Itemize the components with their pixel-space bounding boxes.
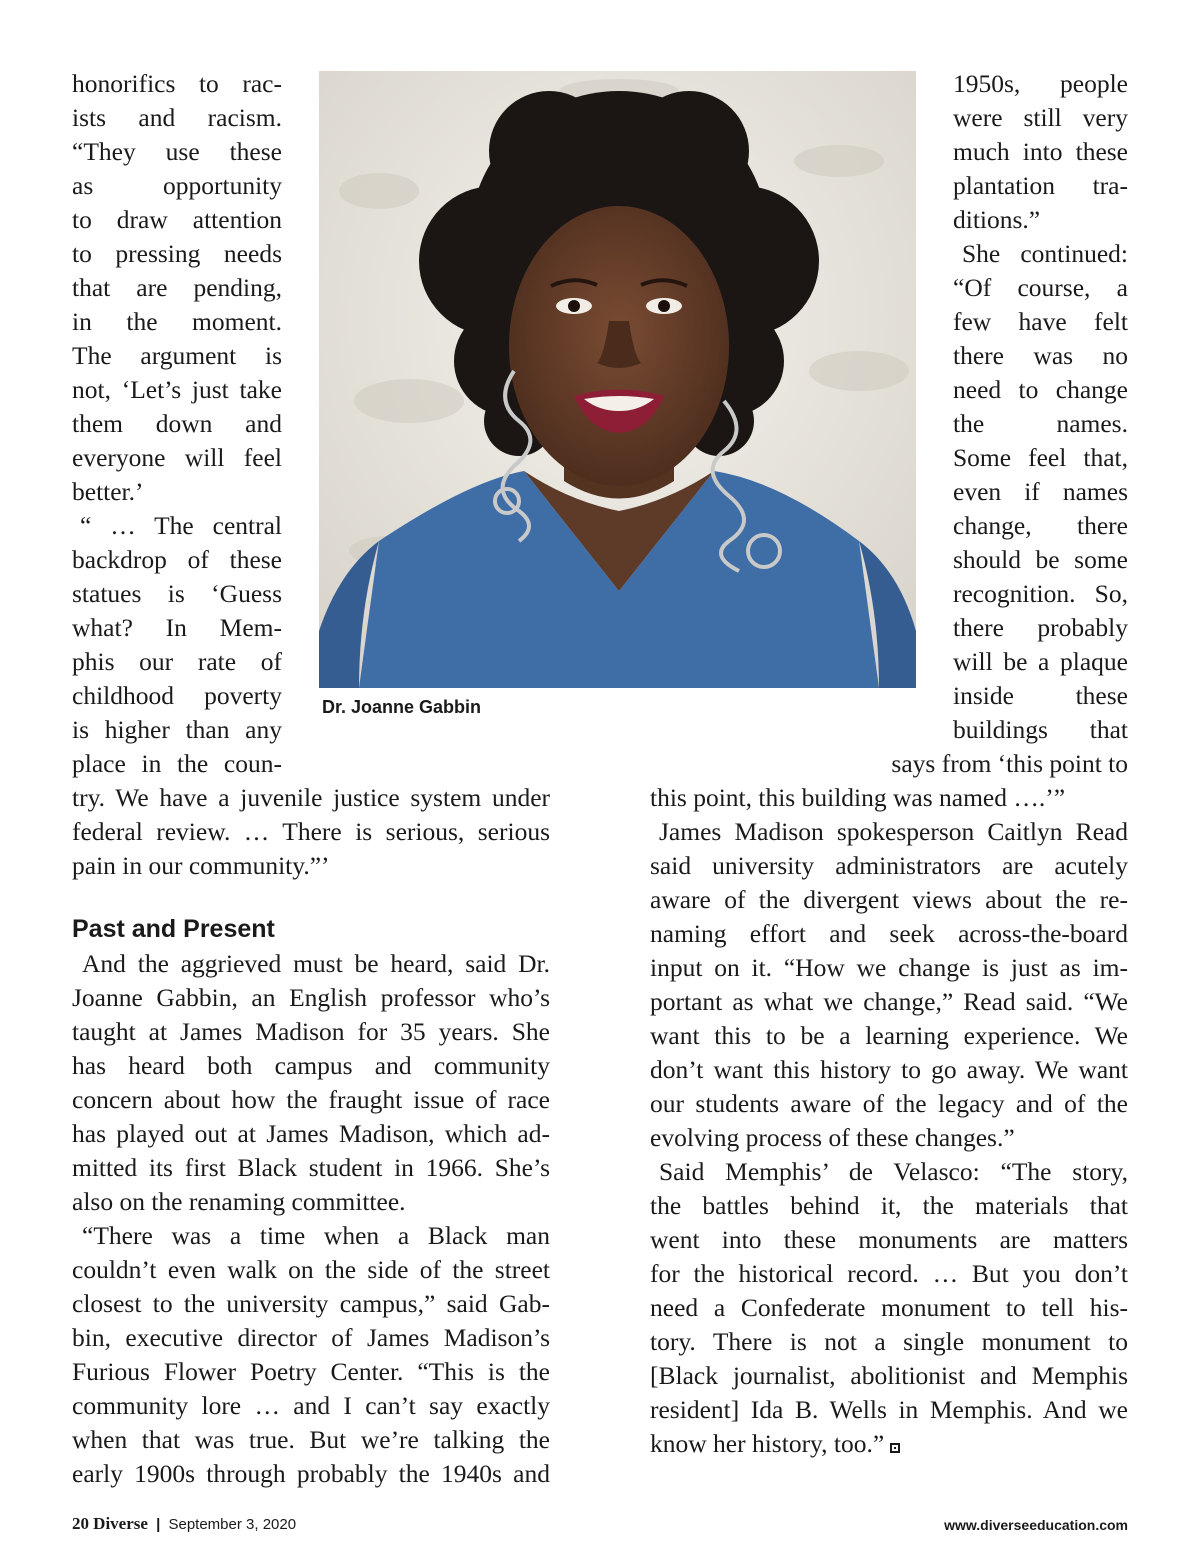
text-line: statues is ‘Guess [72, 579, 282, 608]
text-line: honorifics to rac- [72, 69, 282, 98]
text-line: the names. [953, 409, 1128, 438]
text-line: even if names [953, 477, 1128, 506]
portrait-photo [319, 71, 916, 688]
text-line: our students aware of the legacy and of the [650, 1089, 1128, 1118]
text-line: for the historical record. … But you don’t [650, 1259, 1128, 1288]
text-line: early 1900s through probably the 1940s and [72, 1459, 550, 1488]
text-line: ists and racism. [72, 103, 282, 132]
text-line: bin, executive director of James Madison’s [72, 1323, 550, 1352]
magazine-name: Diverse [93, 1514, 148, 1533]
text-line: when that was true. But we’re talking the [72, 1425, 550, 1454]
text-line: were still very [953, 103, 1128, 132]
text-line: phis our rate of [72, 647, 282, 676]
text-line: also on the renaming committee. [72, 1187, 406, 1216]
text-line: know her history, too.” [650, 1429, 885, 1458]
text-line: Said Memphis’ de Velasco: “The story, [659, 1157, 1128, 1186]
text-line: tory. There is not a single monument to [650, 1327, 1128, 1356]
text-line: has played out at James Madison, which ad- [72, 1119, 550, 1148]
text-line: went into these monuments are matters [650, 1225, 1128, 1254]
text-line: buildings that [953, 715, 1128, 744]
text-line: mitted its first Black student in 1966. She’s [72, 1153, 550, 1182]
text-line: to draw attention [72, 205, 282, 234]
page-number: 20 [72, 1514, 89, 1533]
text-line: naming effort and seek across-the-board [650, 919, 1128, 948]
text-line: input on it. “How we change is just as im- [650, 953, 1128, 982]
text-line: them down and [72, 409, 282, 438]
text-line: will be a plaque [953, 647, 1128, 676]
text-line: “Of course, a [953, 273, 1128, 302]
text-line: that are pending, [72, 273, 282, 302]
text-line: need to change [953, 375, 1128, 404]
text-line: plantation tra- [953, 171, 1128, 200]
text-line: much into these [953, 137, 1128, 166]
text-line: portant as what we change,” Read said. “We [650, 987, 1128, 1016]
end-of-story-icon [890, 1443, 900, 1453]
text-line: The argument is [72, 341, 282, 370]
text-line: this point, this building was named ….’” [650, 783, 1066, 812]
text-line: better.’ [72, 477, 144, 506]
text-line: as opportunity [72, 171, 282, 200]
text-line: “They use these [72, 137, 282, 166]
text-line: not, ‘Let’s just take [72, 375, 282, 404]
footer-separator: | [156, 1516, 161, 1533]
portrait-illustration [319, 71, 916, 688]
text-line: closest to the university campus,” said Gab- [72, 1289, 550, 1318]
text-line: everyone will feel [72, 443, 282, 472]
text-line: few have felt [953, 307, 1128, 336]
text-line: there probably [953, 613, 1128, 642]
text-line: recognition. So, [953, 579, 1128, 608]
text-line: community lore … and I can’t say exactly [72, 1391, 550, 1420]
text-line: concern about how the fraught issue of race [72, 1085, 550, 1114]
text-line: James Madison spokesperson Caitlyn Read [659, 817, 1128, 846]
text-line: federal review. … There is serious, serious [72, 817, 550, 846]
section-heading: Past and Present [72, 915, 275, 943]
text-line: what? In Mem- [72, 613, 282, 642]
text-line: evolving process of these changes.” [650, 1123, 1015, 1152]
text-line: “There was a time when a Black man [82, 1221, 550, 1250]
text-line: need a Confederate monument to tell his- [650, 1293, 1128, 1322]
text-line: ditions.” [953, 205, 1041, 234]
text-line: in the moment. [72, 307, 282, 336]
website-url: www.diverseeducation.com [944, 1517, 1128, 1533]
text-line: taught at James Madison for 35 years. She [72, 1017, 550, 1046]
text-line: said university administrators are acutely [650, 851, 1128, 880]
text-line: is higher than any [72, 715, 282, 744]
footer-left [72, 1513, 296, 1536]
text-line: backdrop of these [72, 545, 282, 574]
text-line: Furious Flower Poetry Center. “This is the [72, 1357, 550, 1386]
issue-date: September 3, 2020 [168, 1516, 297, 1533]
text-line: try. We have a juvenile justice system under [72, 783, 550, 812]
photo-caption: Dr. Joanne Gabbin [322, 697, 482, 717]
text-line: “ … The central [80, 511, 282, 540]
text-line: change, there [953, 511, 1128, 540]
text-line: want this to be a learning experience. We [650, 1021, 1128, 1050]
text-line: 1950s, people [953, 69, 1128, 98]
text-line: aware of the divergent views about the re- [650, 885, 1128, 914]
text-line: childhood poverty [72, 681, 282, 710]
text-line: there was no [953, 341, 1128, 370]
text-line: [Black journalist, abolitionist and Memphis [650, 1361, 1128, 1390]
text-line: And the aggrieved must be heard, said Dr. [82, 949, 550, 978]
text-line: Some feel that, [953, 443, 1128, 472]
text-line: to pressing needs [72, 239, 282, 268]
text-line: resident] Ida B. Wells in Memphis. And we [650, 1395, 1128, 1424]
text-line: pain in our community.”’ [72, 851, 330, 880]
text-line: the battles behind it, the materials that [650, 1191, 1128, 1220]
text-line: couldn’t even walk on the side of the street [72, 1255, 550, 1284]
last-text-line [650, 1427, 1128, 1461]
text-line: says from ‘this point to [891, 749, 1128, 778]
text-line: should be some [953, 545, 1128, 574]
text-line: has heard both campus and community [72, 1051, 550, 1080]
text-line: place in the coun- [72, 749, 282, 778]
text-line: She continued: [962, 239, 1128, 268]
text-line: Joanne Gabbin, an English professor who’s [72, 983, 550, 1012]
text-line: inside these [953, 681, 1128, 710]
text-line: don’t want this history to go away. We want [650, 1055, 1128, 1084]
